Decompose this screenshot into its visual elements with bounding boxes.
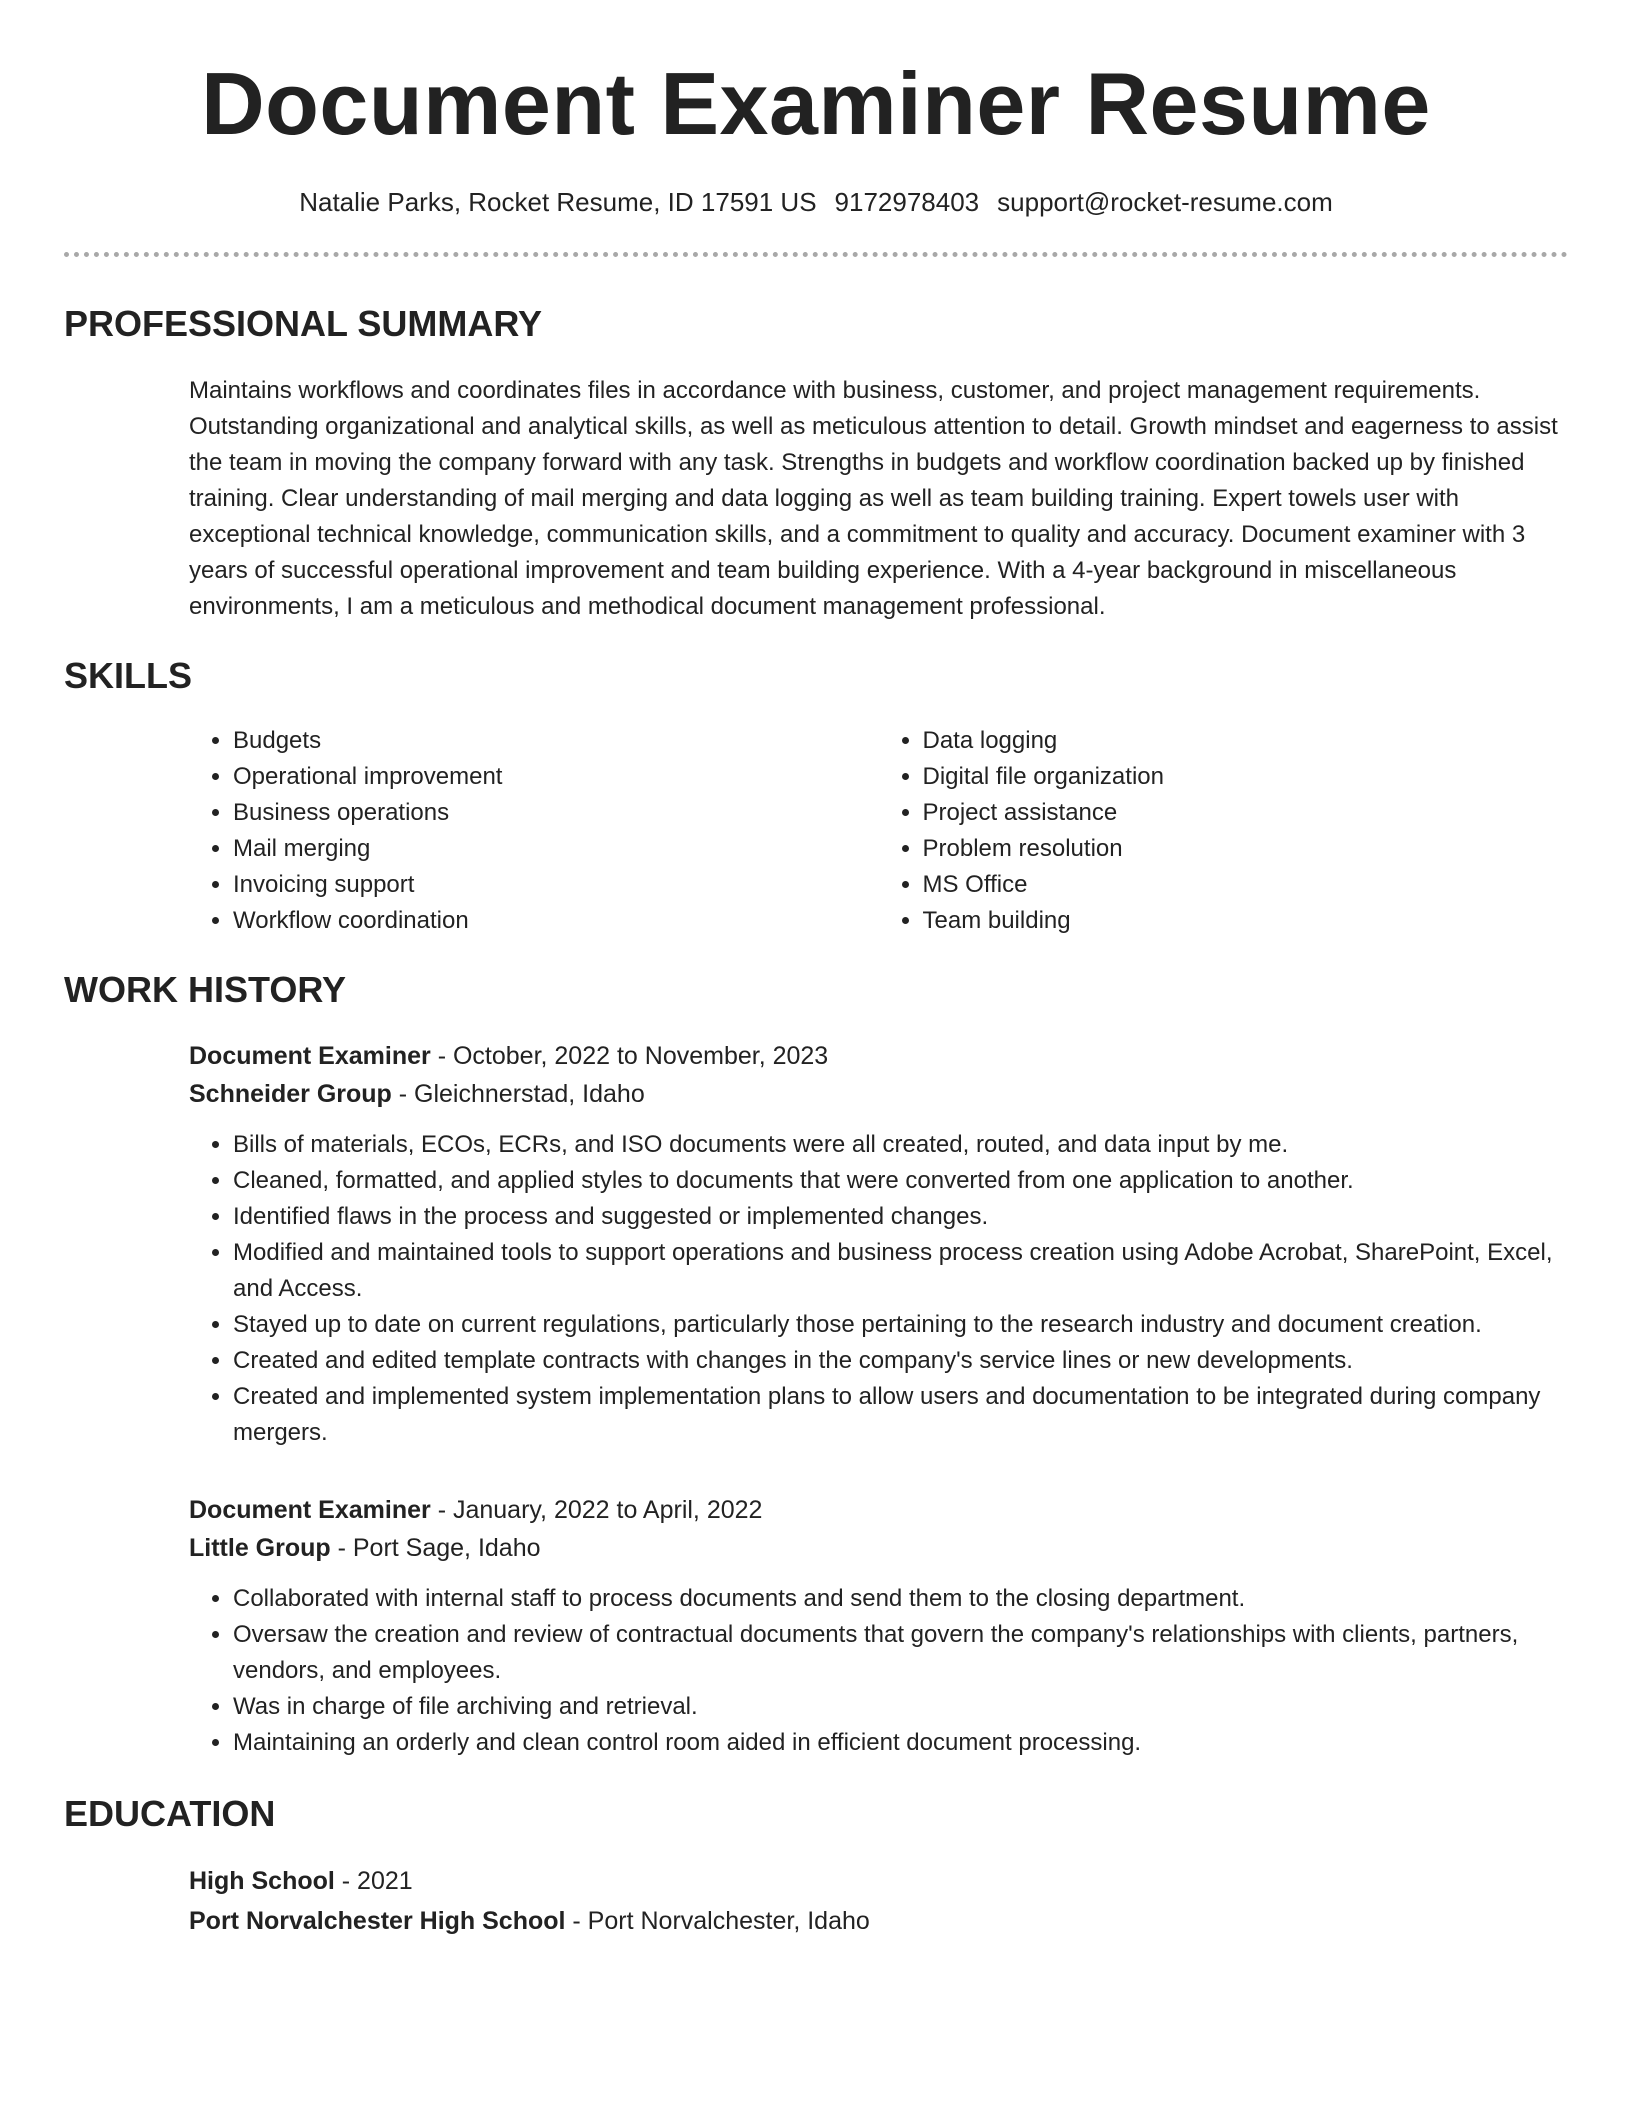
job-location: - Port Sage, Idaho — [330, 1534, 541, 1562]
education-degree: High School — [189, 1867, 335, 1895]
job-bullet: • Stayed up to date on current regulations, particularly those pertaining to the research industry and document creation. — [233, 1307, 1568, 1343]
skill-item: • Operational improvement — [233, 759, 879, 795]
skill-item: • Mail merging — [233, 831, 879, 867]
contact-phone: 9172978403 — [834, 187, 980, 217]
job-title-line — [189, 1491, 1568, 1529]
skill-item: • Problem resolution — [923, 831, 1569, 867]
skill-item: • Team building — [923, 903, 1569, 939]
skill-item: • Business operations — [233, 795, 879, 831]
skill-item: • Project assistance — [923, 795, 1569, 831]
job-bullet: • Cleaned, formatted, and applied styles to documents that were converted from one application to another. — [233, 1163, 1568, 1199]
contact-email: support@rocket-resume.com — [997, 187, 1333, 217]
job-bullet: • Oversaw the creation and review of contractual documents that govern the company's relationships with clients, partners, vendors, and employees. — [233, 1617, 1568, 1689]
skill-item: • Digital file organization — [923, 759, 1569, 795]
education-entry — [189, 1861, 1568, 1941]
job-dates: - January, 2022 to April, 2022 — [430, 1496, 763, 1524]
work-history-heading: WORK HISTORY — [64, 969, 347, 1010]
job-title: Document Examiner — [189, 1496, 431, 1524]
contact-line — [64, 186, 1568, 218]
job-bullet: • Collaborated with internal staff to process documents and send them to the closing department. — [233, 1581, 1568, 1617]
education-location: - Port Norvalchester, Idaho — [565, 1907, 870, 1935]
summary-heading: PROFESSIONAL SUMMARY — [64, 303, 543, 344]
skill-item: • Invoicing support — [233, 867, 879, 903]
header-divider — [64, 252, 1568, 257]
skills-list — [189, 723, 1568, 939]
summary-text: Maintains workflows and coordinates files in accordance with business, customer, and project management requirements. Outstanding organizational and analytical skills, as well as meticulous attention to detail. Growth mindset and eagerness to assist the team in moving the company forward with any task. Strengths in budgets and workflow coordination backed up by finished training. Clear understanding of mail merging and data logging as well as team building training. Expert towels user with exceptional technical knowledge, communication skills, and a commitment to quality and accuracy. Document examiner with 3 years of successful operational improvement and team building experience. With a 4-year background in miscellaneous environments, I am a meticulous and methodical document management professional. — [189, 377, 1558, 620]
job-bullet: • Created and implemented system implementation plans to allow users and documentation to be integrated during company mergers. — [233, 1379, 1568, 1451]
job-company: Little Group — [189, 1534, 331, 1562]
job-bullets — [189, 1127, 1568, 1451]
skill-item: • Workflow coordination — [233, 903, 879, 939]
job-company-line — [189, 1529, 1568, 1567]
job-bullet: • Modified and maintained tools to support operations and business process creation using Adobe Acrobat, SharePoint, Excel, and Access. — [233, 1235, 1568, 1307]
job-bullet: • Identified flaws in the process and suggested or implemented changes. — [233, 1199, 1568, 1235]
job-title-line — [189, 1037, 1568, 1075]
resume-title: Document Examiner Resume — [201, 54, 1431, 153]
job-bullet: • Created and edited template contracts with changes in the company's service lines or new developments. — [233, 1343, 1568, 1379]
skills-heading: SKILLS — [64, 655, 193, 696]
job-bullet: • Was in charge of file archiving and retrieval. — [233, 1689, 1568, 1725]
skill-item: • Data logging — [923, 723, 1569, 759]
education-school-line — [189, 1901, 1568, 1941]
job-title: Document Examiner — [189, 1042, 431, 1070]
skill-item: • MS Office — [923, 867, 1569, 903]
job-bullet: • Maintaining an orderly and clean control room aided in efficient document processing. — [233, 1725, 1568, 1761]
job-bullet: • Bills of materials, ECOs, ECRs, and ISO documents were all created, routed, and data input by me. — [233, 1127, 1568, 1163]
education-year: - 2021 — [334, 1867, 413, 1895]
job-entry — [189, 1491, 1568, 1761]
contact-address: Natalie Parks, Rocket Resume, ID 17591 US — [299, 187, 817, 217]
skills-column-left — [189, 723, 879, 939]
skills-column-right — [879, 723, 1569, 939]
job-company-line — [189, 1075, 1568, 1113]
job-company: Schneider Group — [189, 1080, 392, 1108]
education-heading: EDUCATION — [64, 1793, 276, 1834]
skill-item: • Budgets — [233, 723, 879, 759]
education-degree-line — [189, 1861, 1568, 1901]
education-school: Port Norvalchester High School — [189, 1907, 566, 1935]
job-entry — [189, 1037, 1568, 1451]
job-location: - Gleichnerstad, Idaho — [391, 1080, 645, 1108]
job-dates: - October, 2022 to November, 2023 — [430, 1042, 829, 1070]
job-bullets — [189, 1581, 1568, 1761]
